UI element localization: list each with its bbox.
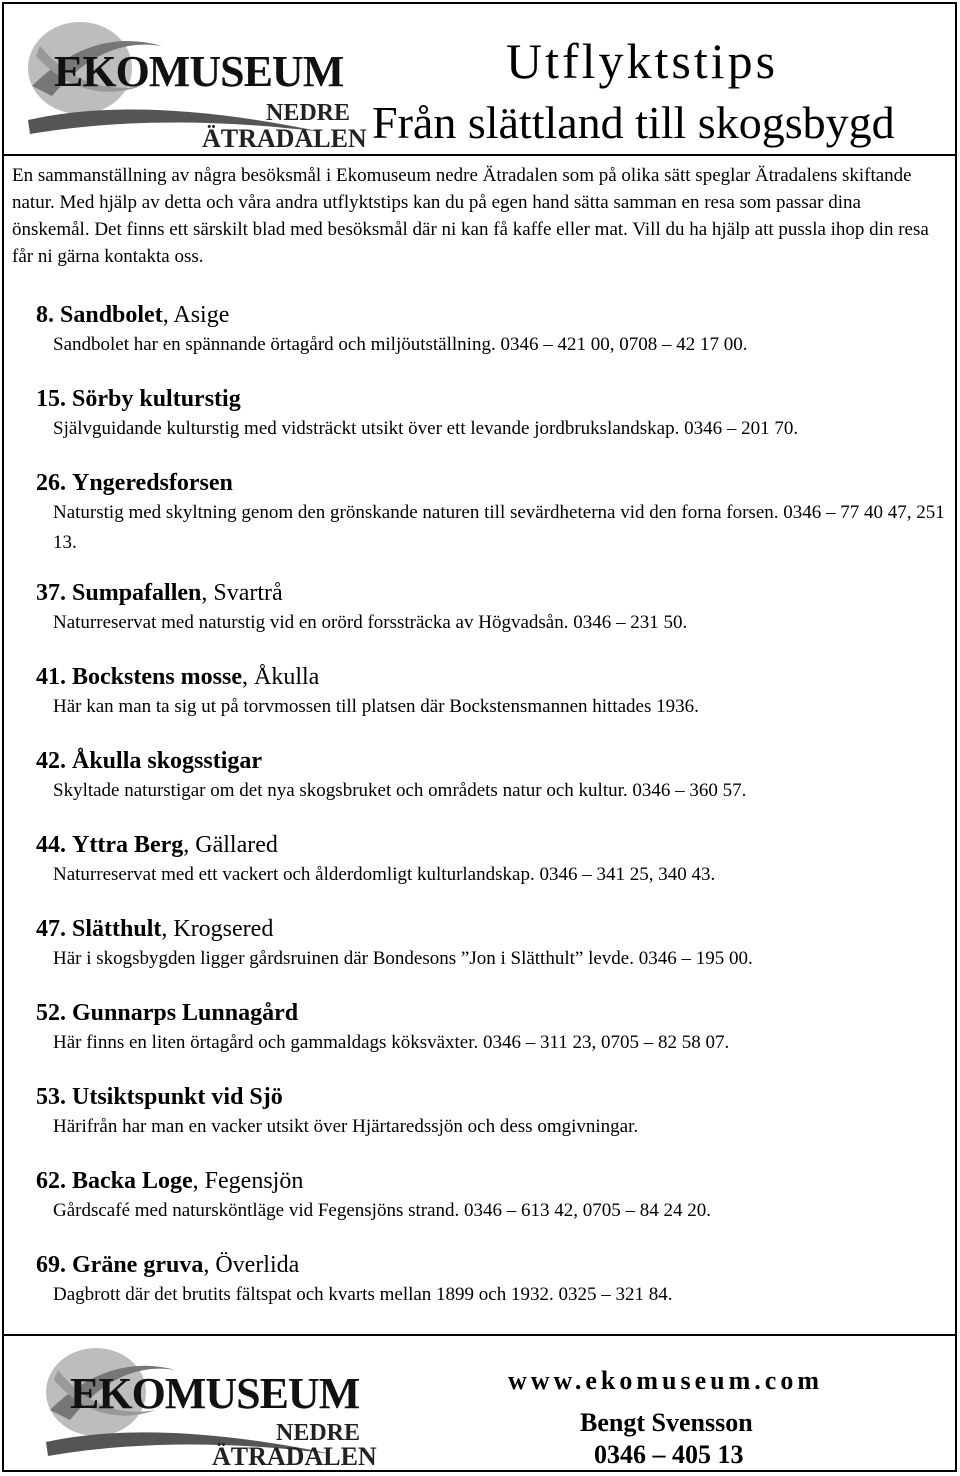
destination-entry xyxy=(12,914,947,974)
logo-line2: ÄTRADALEN xyxy=(202,124,367,153)
destination-name: Yngeredsforsen xyxy=(72,470,233,496)
destination-title xyxy=(12,300,947,330)
destination-title xyxy=(12,384,947,414)
destination-description: Naturstig med skyltning genom den grönskande naturen till sevärdheterna vid den forna forsen. 0346 – 77 40 47, 251 13. xyxy=(53,502,945,553)
ekomuseum-logo xyxy=(22,16,367,153)
header xyxy=(4,4,955,156)
destination-title xyxy=(12,1166,947,1196)
website-link[interactable]: www.ekomuseum.com xyxy=(508,1366,823,1395)
destination-title xyxy=(12,1082,947,1112)
destination-description: Naturreservat med ett vackert och ålderdomligt kulturlandskap. 0346 – 341 25, 340 43. xyxy=(53,864,716,885)
destination-description: Här i skogsbygden ligger gårdsruinen där Bondesons ”Jon i Slätthult” levde. 0346 – 195 00. xyxy=(53,948,753,969)
logo-brand: EKOMUSEUM xyxy=(70,1369,360,1418)
logo-brand: EKOMUSEUM xyxy=(54,47,344,96)
destination-name: Sörby kulturstig xyxy=(72,386,241,412)
destination-description: Naturreservat med naturstig vid en orörd forssträcka av Högvadsån. 0346 – 231 50. xyxy=(53,612,688,633)
destination-description: Dagbrott där det brutits fältspat och kvarts mellan 1899 och 1932. 0325 – 321 84. xyxy=(53,1284,673,1305)
destination-title xyxy=(12,998,947,1028)
page-subtitle: Från slättland till skogsbygd xyxy=(372,97,895,148)
destination-number: 26. xyxy=(36,470,66,496)
destination-entry xyxy=(12,468,947,558)
ekomuseum-logo-footer xyxy=(40,1342,377,1471)
destination-title xyxy=(12,1250,947,1280)
destination-name: Gunnarps Lunnagård xyxy=(72,1000,299,1026)
destination-entry xyxy=(12,662,947,722)
destination-name: Gräne gruva xyxy=(72,1252,204,1278)
destination-place: , Fegensjön xyxy=(192,1168,304,1194)
destination-description: Självguidande kulturstig med vidsträckt utsikt över ett levande jordbrukslandskap. 0346 – 201 70. xyxy=(53,418,799,439)
destination-place: , Krogsered xyxy=(161,916,274,942)
destination-description: Sandbolet har en spännande örtagård och miljöutställning. 0346 – 421 00, 0708 – 42 17 00. xyxy=(53,334,748,355)
destination-place: , Överlida xyxy=(203,1252,300,1278)
destination-number: 52. xyxy=(36,1000,66,1026)
destination-title xyxy=(12,746,947,776)
contact-phone: 0346 – 405 13 xyxy=(594,1440,744,1469)
destination-number: 44. xyxy=(36,832,66,858)
logo-line1: NEDRE xyxy=(266,100,351,126)
footer-divider xyxy=(4,1334,955,1336)
destination-title xyxy=(12,578,947,608)
destination-place: , Åkulla xyxy=(242,664,320,690)
destination-number: 42. xyxy=(36,748,66,774)
destination-number: 8. xyxy=(36,302,54,328)
destination-entry xyxy=(12,384,947,444)
destination-number: 15. xyxy=(36,386,66,412)
contact-name: Bengt Svensson xyxy=(580,1408,753,1437)
destination-entry xyxy=(12,998,947,1058)
destination-entry xyxy=(12,1250,947,1310)
destination-title xyxy=(12,830,947,860)
destination-title xyxy=(12,662,947,692)
destination-entry xyxy=(12,1166,947,1226)
destination-number: 53. xyxy=(36,1084,66,1110)
destination-entry xyxy=(12,1082,947,1142)
destination-entry xyxy=(12,578,947,638)
logo-line1: NEDRE xyxy=(276,1420,361,1446)
logo-line2: ÄTRADALEN xyxy=(212,1442,377,1471)
destination-title xyxy=(12,914,947,944)
destination-name: Backa Loge xyxy=(72,1168,193,1194)
destination-name: Utsiktspunkt vid Sjö xyxy=(72,1084,283,1110)
destination-entry xyxy=(12,300,947,360)
destination-description: Här finns en liten örtagård och gammaldags köksväxter. 0346 – 311 23, 0705 – 82 58 07. xyxy=(53,1032,730,1053)
destination-name: Bockstens mosse xyxy=(72,664,243,690)
page-title: Utflyktstips xyxy=(506,33,779,89)
intro-text: En sammanställning av några besöksmål i Ekomuseum nedre Ätradalen som på olika sätt speglar Ätradalens skiftande natur. Med hjälp av detta och våra andra utflyktstips kan du på egen hand sätta samman en resa som passar dina önskemål. Det finns ett särskilt blad med besöksmål där ni kan få kaffe eller mat. Vill du ha hjälp att pussla ihop din resa får ni gärna kontakta oss. xyxy=(12,165,929,267)
destination-description: Gårdscafé med natursköntläge vid Fegensjöns strand. 0346 – 613 42, 0705 – 84 24 20. xyxy=(53,1200,712,1221)
destination-name: Sumpafallen xyxy=(72,580,202,606)
destination-name: Slätthult xyxy=(72,916,162,942)
destination-name: Yttra Berg xyxy=(72,832,184,858)
destination-number: 41. xyxy=(36,664,66,690)
destination-name: Åkulla skogsstigar xyxy=(72,748,263,774)
destination-entry xyxy=(12,830,947,890)
destination-description: Härifrån har man en vacker utsikt över Hjärtaredssjön och dess omgivningar. xyxy=(53,1116,639,1137)
destination-number: 69. xyxy=(36,1252,66,1278)
destination-description: Här kan man ta sig ut på torvmossen till platsen där Bockstensmannen hittades 1936. xyxy=(53,696,699,717)
destination-entry xyxy=(12,746,947,806)
destination-name: Sandbolet xyxy=(60,302,163,328)
destination-description: Skyltade naturstigar om det nya skogsbruket och områdets natur och kultur. 0346 – 360 57. xyxy=(53,780,747,801)
destination-number: 37. xyxy=(36,580,66,606)
destination-number: 47. xyxy=(36,916,66,942)
destination-place: , Asige xyxy=(162,302,230,328)
destination-title xyxy=(12,468,947,498)
destination-place: , Gällared xyxy=(183,832,278,858)
destination-place: , Svartrå xyxy=(201,580,283,606)
destination-number: 62. xyxy=(36,1168,66,1194)
